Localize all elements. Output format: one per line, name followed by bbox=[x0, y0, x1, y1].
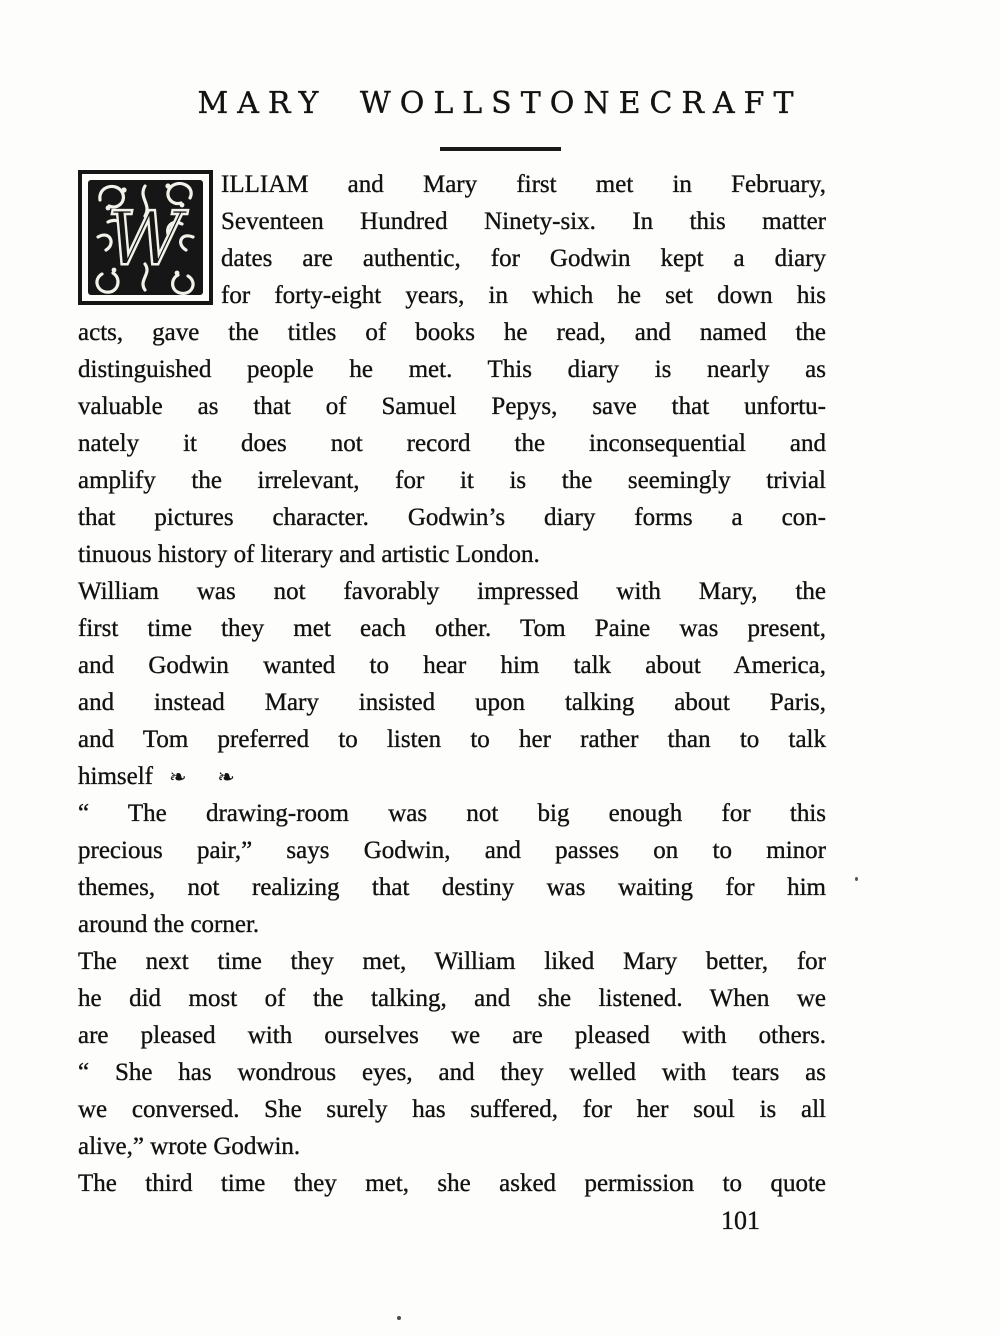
text-line: The next time they met, William liked Mary better, for bbox=[78, 948, 826, 975]
text-line: we conversed. She surely has suffered, for her soul is all bbox=[78, 1096, 826, 1123]
text-line: The third time they met, she asked permission to quote bbox=[78, 1170, 826, 1197]
text-line: around the corner. bbox=[78, 911, 260, 938]
scan-speck bbox=[397, 1316, 401, 1320]
text-line: are pleased with ourselves we are pleased with others. bbox=[78, 1022, 826, 1049]
text-line: themes, not realizing that destiny was waiting for him bbox=[78, 874, 826, 901]
body-text bbox=[78, 166, 826, 1202]
paragraph-4 bbox=[78, 943, 826, 1165]
text-line: and Godwin wanted to hear him talk about America, bbox=[78, 652, 826, 679]
drop-cap-letter: W bbox=[106, 196, 184, 282]
paragraph-2 bbox=[78, 573, 826, 795]
text-line: tinuous history of literary and artistic London. bbox=[78, 541, 540, 568]
text-line: ILLIAM and Mary first met in February, bbox=[221, 171, 826, 198]
text-line: first time they met each other. Tom Paine was present, bbox=[78, 615, 826, 642]
text-line: he did most of the talking, and she listened. When we bbox=[78, 985, 826, 1012]
text-line: and instead Mary insisted upon talking about Paris, bbox=[78, 689, 826, 716]
paragraph-1 bbox=[78, 166, 826, 573]
text-line: “ The drawing-room was not big enough for this bbox=[78, 800, 826, 827]
text-line bbox=[78, 758, 826, 795]
text-line: that pictures character. Godwin’s diary forms a con- bbox=[78, 504, 826, 531]
scan-speck bbox=[855, 877, 858, 881]
paragraph-3 bbox=[78, 795, 826, 943]
fleuron-ornament: ❧ ❧ bbox=[169, 765, 247, 789]
paragraph-5 bbox=[78, 1165, 826, 1202]
text-line: valuable as that of Samuel Pepys, save that unfortu- bbox=[78, 393, 826, 420]
text-line-fragment: himself bbox=[78, 763, 153, 790]
text-line: for forty-eight years, in which he set down his bbox=[221, 282, 826, 309]
title-rule bbox=[440, 147, 561, 151]
text-line: “ She has wondrous eyes, and they welled with tears as bbox=[78, 1059, 826, 1086]
text-line: alive,” wrote Godwin. bbox=[78, 1133, 301, 1160]
page-number: 101 bbox=[721, 1206, 760, 1235]
text-line: distinguished people he met. This diary is nearly as bbox=[78, 356, 826, 383]
text-line: dates are authentic, for Godwin kept a diary bbox=[221, 245, 826, 272]
woodcut-initial-w-icon bbox=[78, 170, 213, 305]
drop-cap-initial bbox=[78, 170, 213, 305]
text-line: Seventeen Hundred Ninety-six. In this matter bbox=[221, 208, 826, 235]
text-line: and Tom preferred to listen to her rather than to talk bbox=[78, 726, 826, 753]
text-line: amplify the irrelevant, for it is the seemingly trivial bbox=[78, 467, 826, 494]
page-title: MARY WOLLSTONECRAFT bbox=[197, 86, 803, 121]
text-line: nately it does not record the inconsequential and bbox=[78, 430, 826, 457]
text-line: acts, gave the titles of books he read, and named the bbox=[78, 319, 826, 346]
text-line: precious pair,” says Godwin, and passes on to minor bbox=[78, 837, 826, 864]
text-line: William was not favorably impressed with Mary, the bbox=[78, 578, 826, 605]
